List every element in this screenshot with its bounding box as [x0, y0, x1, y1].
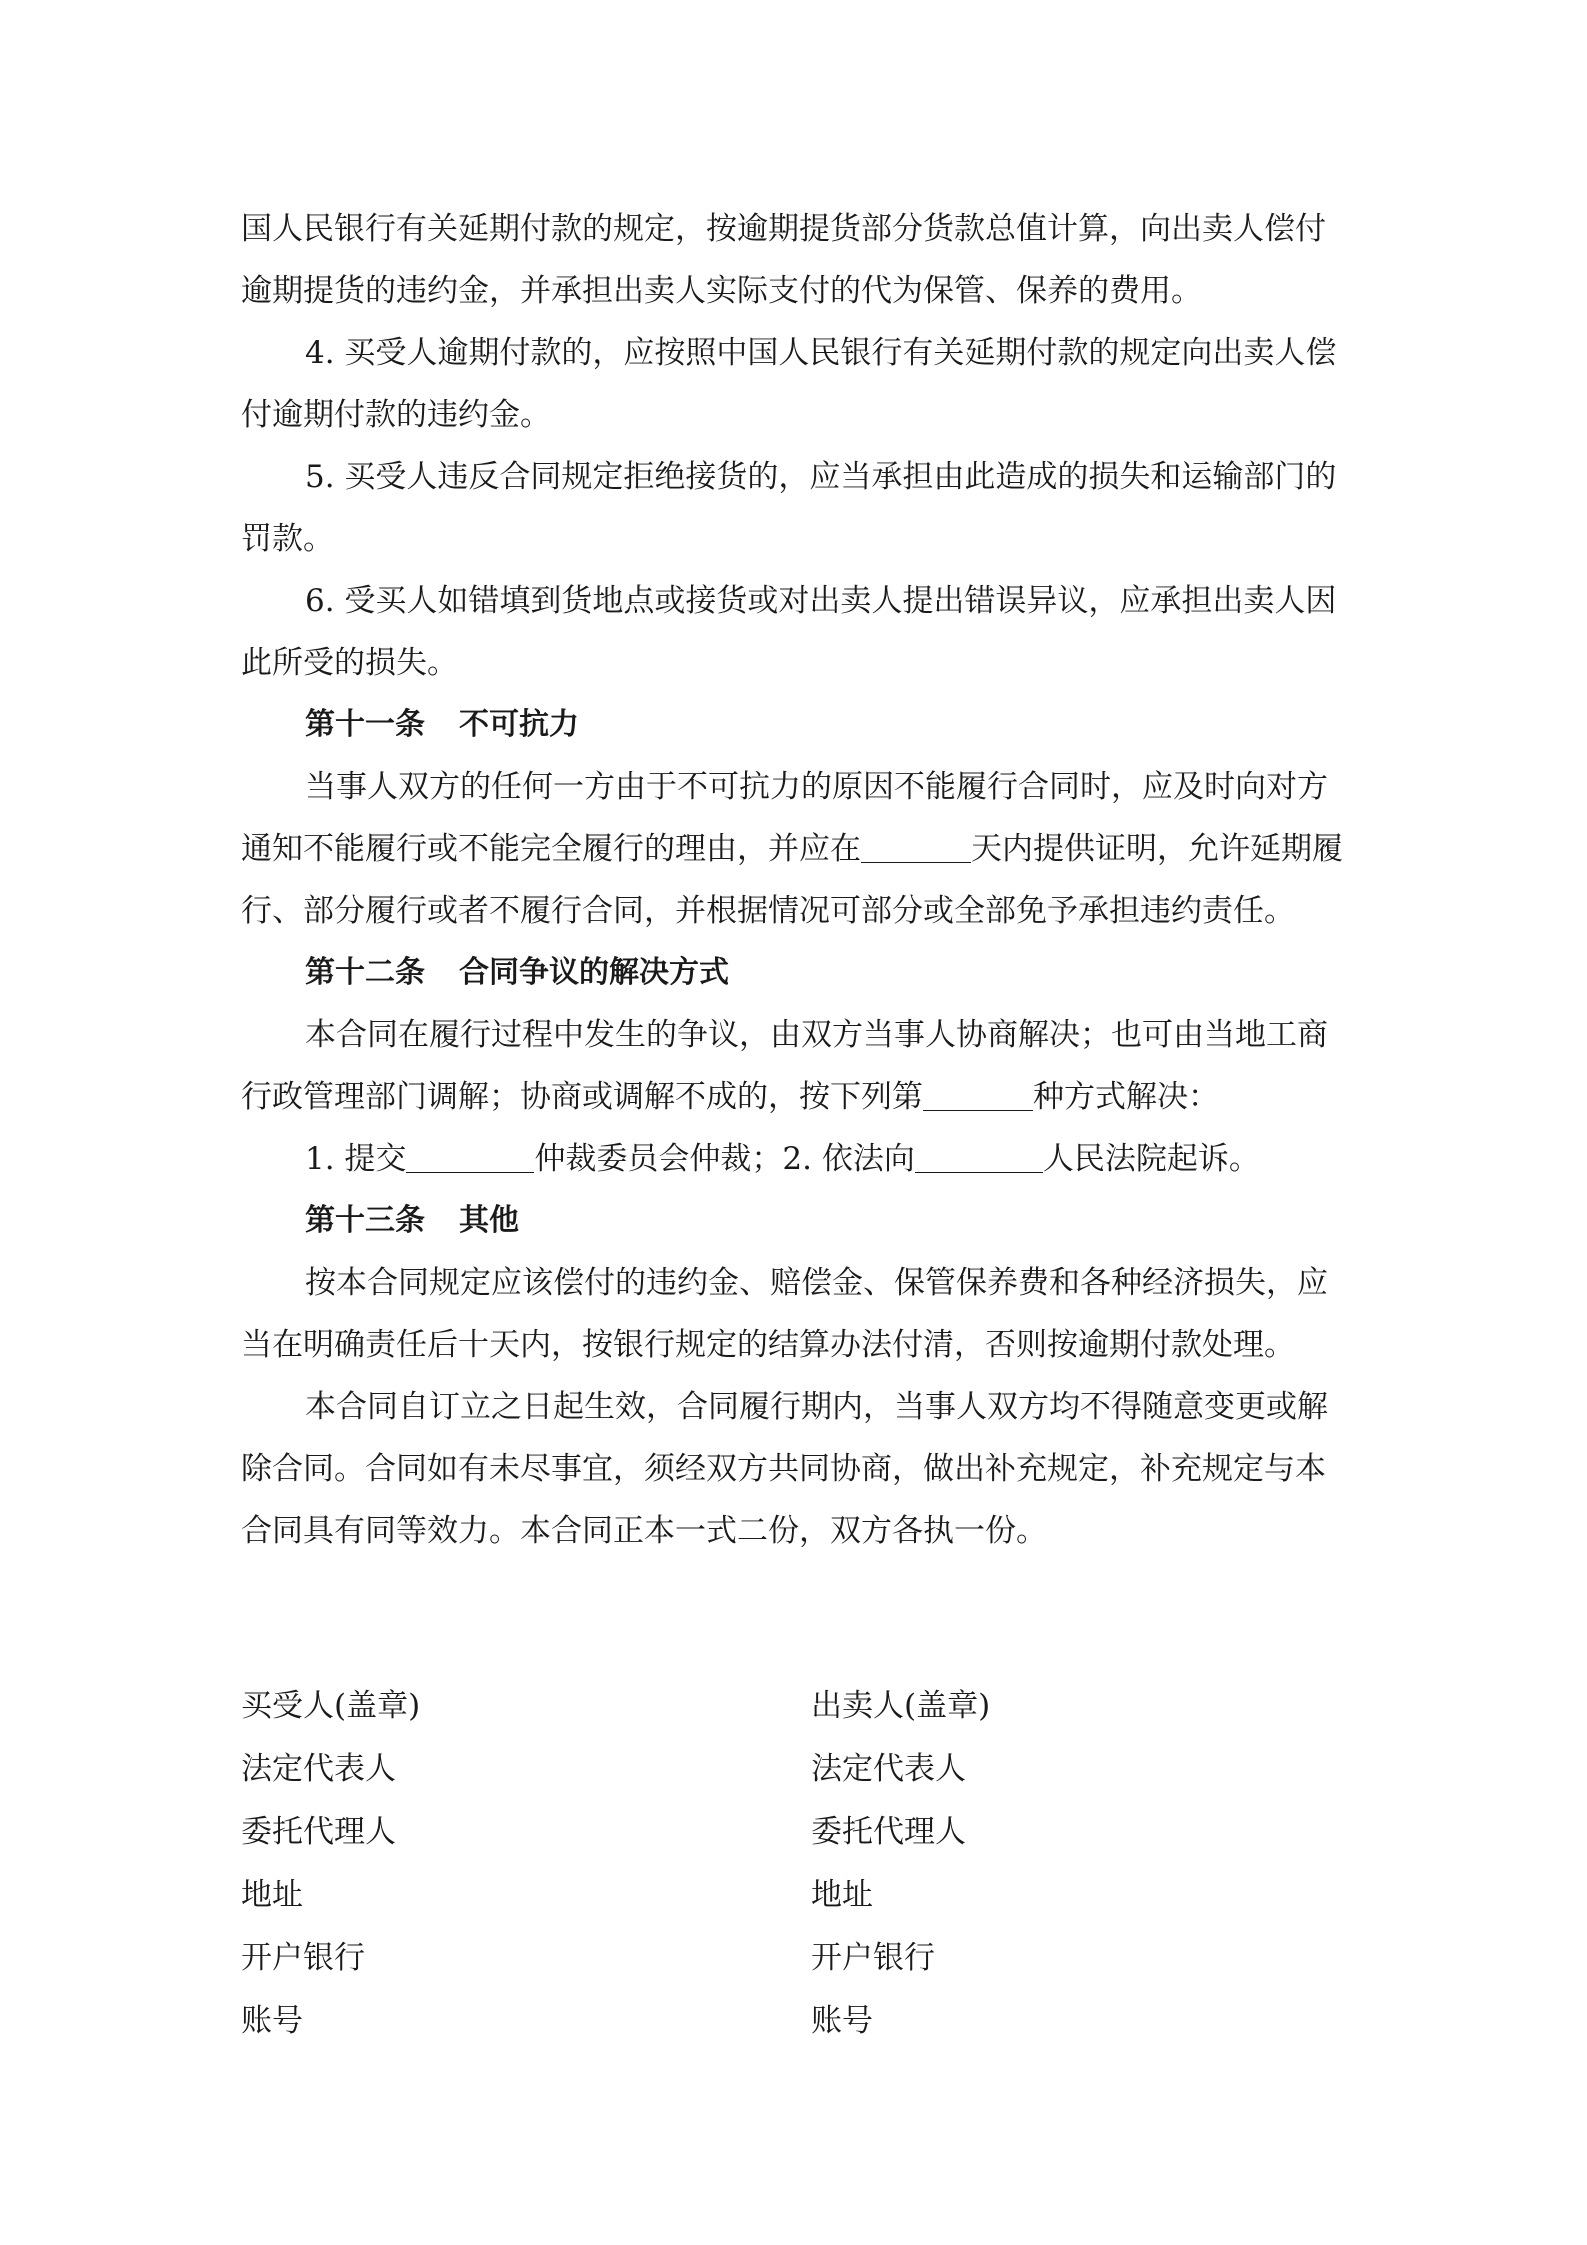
- buyer-agent-label: 委托代理人: [241, 1814, 396, 1850]
- buyer-address-label: 地址: [241, 1877, 303, 1913]
- buyer-bank-label: 开户银行: [241, 1940, 365, 1976]
- seller-bank-label: 开户银行: [811, 1940, 935, 1976]
- buyer-legal-rep-label: 法定代表人: [241, 1751, 396, 1787]
- contract-body: [241, 198, 1353, 1562]
- signature-row: [241, 1738, 1353, 1801]
- signature-block: [241, 1675, 1353, 2053]
- seller-agent-label: 委托代理人: [811, 1814, 966, 1850]
- signature-row: [241, 1864, 1353, 1927]
- article-12-title: 合同争议的解决方式: [459, 955, 729, 990]
- article-13-heading: [241, 1190, 1353, 1252]
- seller-legal-rep-label: 法定代表人: [811, 1751, 966, 1787]
- seller-seal-label: 出卖人(盖章): [811, 1688, 991, 1724]
- buyer-seal-label: 买受人(盖章): [241, 1688, 421, 1724]
- article-13-paragraph-effectiveness: 本合同自订立之日起生效，合同履行期内，当事人双方均不得随意变更或解除合同。合同如有未尽事宜，须经双方共同协商，做出补充规定，补充规定与本合同具有同等效力。本合同正本一式二份，双方各执一份。: [241, 1389, 1328, 1549]
- signature-row: [241, 1675, 1353, 1738]
- article-11-body: 当事人双方的任何一方由于不可抗力的原因不能履行合同时，应及时向对方通知不能履行或不能完全履行的理由，并应在 天内提供证明，允许延期履行、部分履行或者不履行合同，并根据情况可部分或全部免予承担违约责任。: [241, 769, 1343, 929]
- signature-row: [241, 1990, 1353, 2053]
- article-12-options: 1. 提交 仲裁委员会仲裁；2. 依法向 人民法院起诉。: [305, 1141, 1260, 1177]
- article-12-heading: [241, 942, 1353, 1004]
- days-blank-field[interactable]: [861, 832, 971, 863]
- paragraph-refuse-delivery: 5. 买受人违反合同规定拒绝接货的，应当承担由此造成的损失和运输部门的罚款。: [241, 459, 1337, 557]
- paragraph-late-pickup: 国人民银行有关延期付款的规定，按逾期提货部分货款总值计算，向出卖人偿付逾期提货的违约金，并承担出卖人实际支付的代为保管、保养的费用。: [241, 211, 1326, 309]
- article-11-title: 不可抗力: [459, 707, 579, 742]
- paragraph-wrong-address: 6. 受买人如错填到货地点或接货或对出卖人提出错误异议，应承担出卖人因此所受的损失。: [241, 583, 1337, 681]
- article-13-number: 第十三条: [305, 1203, 425, 1238]
- article-11-number: 第十一条: [305, 707, 425, 742]
- article-13-title: 其他: [459, 1203, 519, 1238]
- buyer-account-label: 账号: [241, 2003, 303, 2039]
- court-blank-field[interactable]: [915, 1142, 1043, 1173]
- article-13-paragraph-compensation: 按本合同规定应该偿付的违约金、赔偿金、保管保养费和各种经济损失，应当在明确责任后十天内，按银行规定的结算办法付清，否则按逾期付款处理。: [241, 1265, 1328, 1363]
- paragraph-late-payment: 4. 买受人逾期付款的，应按照中国人民银行有关延期付款的规定向出卖人偿付逾期付款的违约金。: [241, 335, 1337, 433]
- seller-address-label: 地址: [811, 1877, 873, 1913]
- article-12-body: 本合同在履行过程中发生的争议，由双方当事人协商解决；也可由当地工商行政管理部门调解；协商或调解不成的，按下列第 种方式解决：: [241, 1017, 1328, 1115]
- method-number-blank-field[interactable]: [923, 1080, 1033, 1111]
- seller-account-label: 账号: [811, 2003, 873, 2039]
- article-11-heading: [241, 694, 1353, 756]
- signature-row: [241, 1801, 1353, 1864]
- arbitration-committee-blank-field[interactable]: [406, 1142, 534, 1173]
- signature-row: [241, 1927, 1353, 1990]
- article-12-number: 第十二条: [305, 955, 425, 990]
